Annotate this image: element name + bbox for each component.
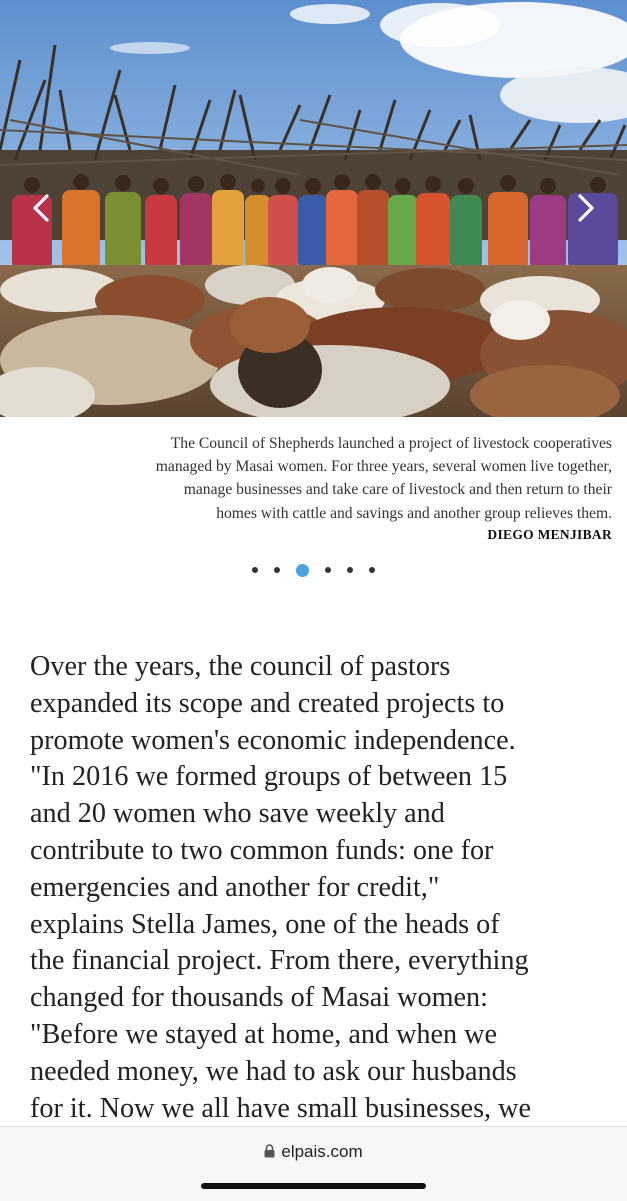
browser-bottom-bar [0,1126,627,1201]
pagination-dot[interactable] [274,567,280,573]
article-body [30,649,610,1127]
address-bar[interactable] [0,1142,627,1162]
home-indicator[interactable] [201,1183,426,1189]
article-line: needed money, we had to ask our husbands [30,1055,517,1087]
caption-line: manage businesses and take care of livestock and then return to their [183,481,612,499]
carousel-next-button[interactable] [571,190,601,230]
article-line: contribute to two common funds: one for [30,834,494,866]
carousel-pagination [0,562,627,578]
article-line: changed for thousands of Masai women: [30,982,488,1014]
caption-line: homes with cattle and savings and another group relieves them. [216,504,612,522]
carousel-prev-button[interactable] [26,190,56,230]
article-line: expanded its scope and created projects to [30,687,505,719]
pagination-dot[interactable] [347,567,353,573]
article-line: for it. Now we all have small businesses, we [30,1092,532,1124]
caption-line: The Council of Shepherds launched a project of livestock cooperatives [170,435,612,452]
article-line: "Before we stayed at home, and when we [30,1018,498,1050]
article-line: "In 2016 we formed groups of between 15 [30,761,508,793]
carousel-photo [0,0,627,417]
caption-line: managed by Masai women. For three years, several women live together, [155,458,612,476]
pagination-dot[interactable] [325,567,331,573]
masai-women-photo [0,0,627,417]
article-line: the financial project. From there, everything [30,945,529,977]
lock-icon [264,1143,275,1162]
photo-caption [20,432,612,525]
article-line: explains Stella James, one of the heads of [30,908,500,940]
article-line: Over the years, the council of pastors [30,651,451,682]
pagination-dot[interactable] [252,567,258,573]
chevron-right-icon [577,194,595,226]
chevron-left-icon [32,194,50,226]
pagination-dot-active[interactable] [296,564,309,577]
pagination-dot[interactable] [369,567,375,573]
url-text: elpais.com [281,1142,363,1161]
article-line: promote women's economic independence. [30,724,516,756]
photo-credit: DIEGO MENJIBAR [487,527,612,542]
article-line: and 20 women who save weekly and [30,798,445,830]
article-line: emergencies and another for credit," [30,871,440,903]
